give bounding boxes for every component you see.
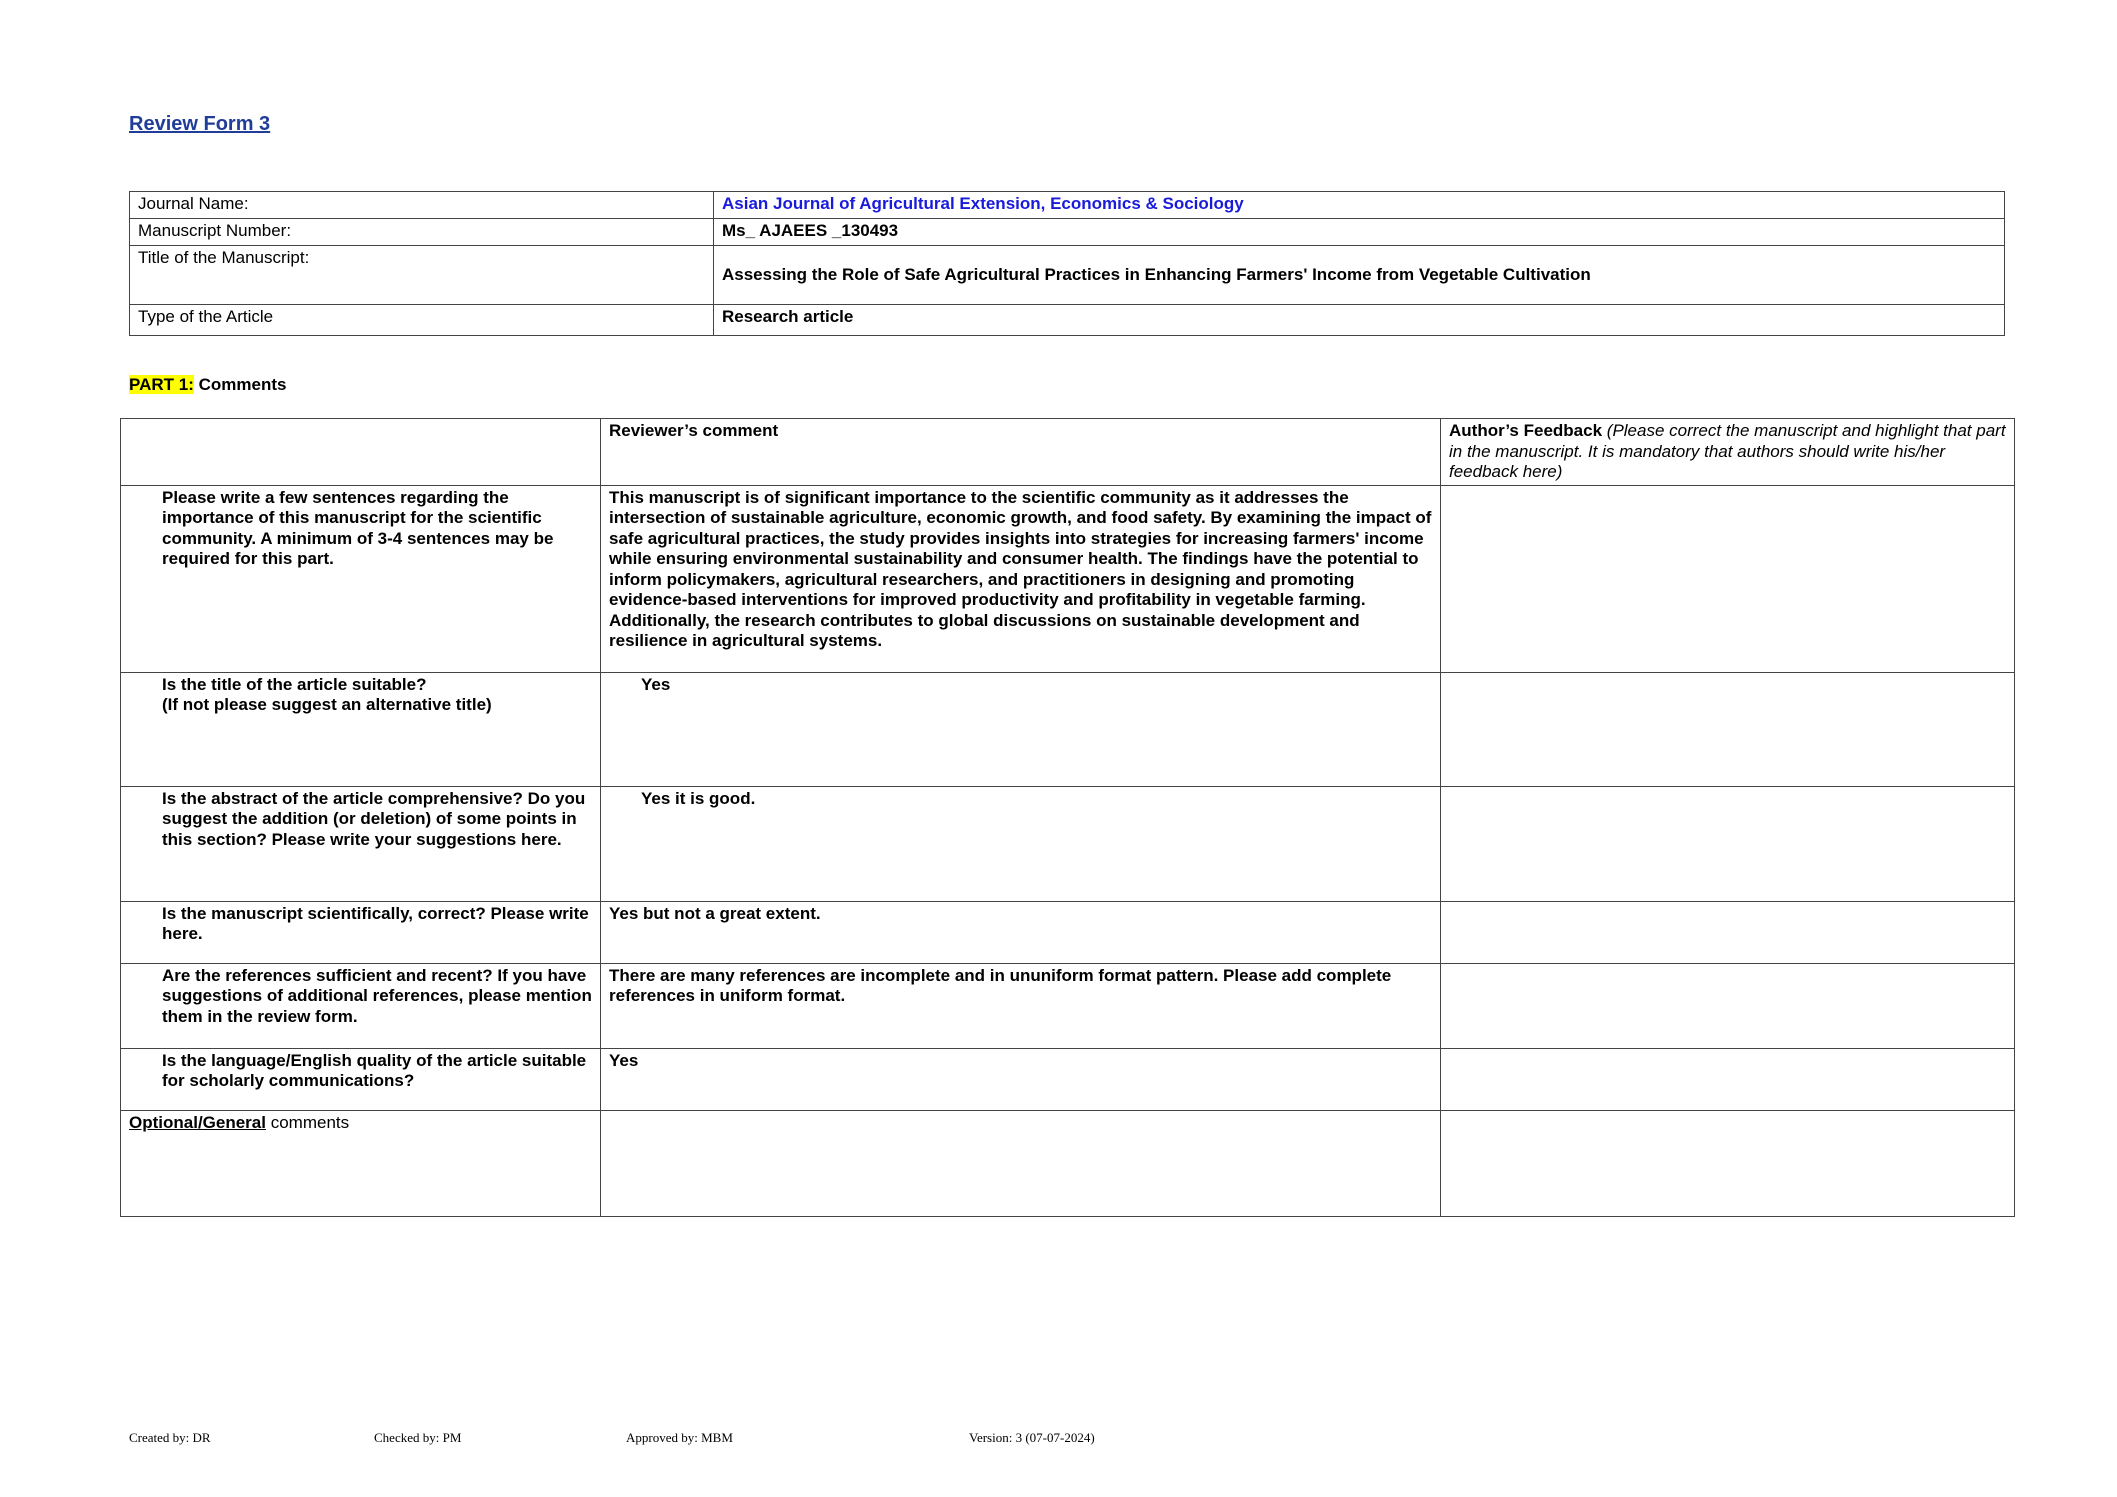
question: Are the references sufficient and recent? If you have suggestions of additional references, please mention them in the review form. (121, 963, 601, 1048)
manuscript-number: Ms_ AJAEES _130493 (714, 219, 2005, 246)
info-label: Title of the Manuscript: (130, 246, 714, 305)
article-type: Research article (714, 305, 2005, 336)
manuscript-info-table (129, 191, 2005, 336)
page-title: Review Form 3 (129, 113, 271, 135)
info-label: Manuscript Number: (130, 219, 714, 246)
author-feedback-cell[interactable] (1441, 1048, 2015, 1110)
manuscript-title: Assessing the Role of Safe Agricultural Practices in Enhancing Farmers' Income from Vegetable Cultivation (714, 246, 2005, 305)
comment-text: Yes it is good. (641, 788, 756, 808)
question-subtext: (If not please suggest an alternative title) (162, 695, 492, 714)
question: Is the abstract of the article comprehensive? Do you suggest the addition (or deletion) of some points in this section? Please write your suggestions here. (121, 786, 601, 901)
reviewer-comment (601, 672, 1441, 786)
optional-comments-row (121, 1110, 2015, 1216)
info-row-journal (130, 192, 2005, 219)
question: Please write a few sentences regarding the importance of this manuscript for the scientific community. A minimum of 3-4 sentences may be required for this part. (121, 485, 601, 672)
table-row (121, 963, 2015, 1048)
info-label: Type of the Article (130, 305, 714, 336)
author-feedback-cell[interactable] (1441, 901, 2015, 963)
question: Is the language/English quality of the article suitable for scholarly communications? (121, 1048, 601, 1110)
question: Is the manuscript scientifically, correct? Please write here. (121, 901, 601, 963)
author-feedback-cell[interactable] (1441, 963, 2015, 1048)
author-feedback-cell[interactable] (1441, 786, 2015, 901)
header-row (121, 419, 2015, 486)
reviewer-comment: This manuscript is of significant importance to the scientific community as it addresses the intersection of sustainable agriculture, economic growth, and food safety. By examining the impact of safe agricultural practices, the study provides insights into strategies for increasing farmers' income while ensuring environmental sustainability and consumer health. The findings have the potential to inform policymakers, agricultural researchers, and practitioners in designing and promoting evidence-based interventions for improved productivity and profitability in vegetable farming. Additionally, the research contributes to global discussions on sustainable development and resilience in agricultural systems. (601, 485, 1441, 672)
header-empty (121, 419, 601, 486)
table-row (121, 786, 2015, 901)
table-row (121, 672, 2015, 786)
table-row (121, 485, 2015, 672)
question-text: Is the title of the article suitable? (162, 674, 427, 694)
header-reviewer: Reviewer’s comment (601, 419, 1441, 486)
comment-text: Yes (641, 674, 671, 694)
info-row-title (130, 246, 2005, 305)
footer-created: Created by: DR (129, 1430, 211, 1445)
author-feedback-cell[interactable] (1441, 485, 2015, 672)
author-feedback-cell[interactable] (1441, 672, 2015, 786)
author-feedback-label: Author’s Feedback (1449, 421, 1603, 440)
info-row-type (130, 305, 2005, 336)
header-author (1441, 419, 2015, 486)
author-feedback-note: (Please correct the manuscript and highlight that part in the manuscript. It is mandatory that authors should write his/her feedback here) (1449, 421, 2006, 481)
comments-table (120, 418, 2015, 1217)
table-row (121, 901, 2015, 963)
reviewer-comment: There are many references are incomplete and in ununiform format pattern. Please add complete references in uniform format. (601, 963, 1441, 1048)
footer-checked: Checked by: PM (374, 1430, 462, 1445)
footer-approved: Approved by: MBM (626, 1430, 733, 1445)
optional-reviewer-comment[interactable] (601, 1110, 1441, 1216)
optional-label-bold: Optional/General (129, 1112, 266, 1132)
journal-name: Asian Journal of Agricultural Extension, Economics & Sociology (714, 192, 2005, 219)
optional-label-rest: comments (265, 1112, 350, 1132)
info-label: Journal Name: (130, 192, 714, 219)
reviewer-comment: Yes (601, 1048, 1441, 1110)
footer-version: Version: 3 (07-07-2024) (969, 1430, 1095, 1445)
reviewer-comment (601, 786, 1441, 901)
question (121, 672, 601, 786)
table-row (121, 1048, 2015, 1110)
part-label: PART 1: (129, 375, 194, 394)
reviewer-comment: Yes but not a great extent. (601, 901, 1441, 963)
optional-author-feedback[interactable] (1441, 1110, 2015, 1216)
part-title: Comments (198, 375, 287, 394)
info-row-manuscript-number (130, 219, 2005, 246)
optional-label (121, 1110, 601, 1216)
part-heading (129, 375, 286, 395)
